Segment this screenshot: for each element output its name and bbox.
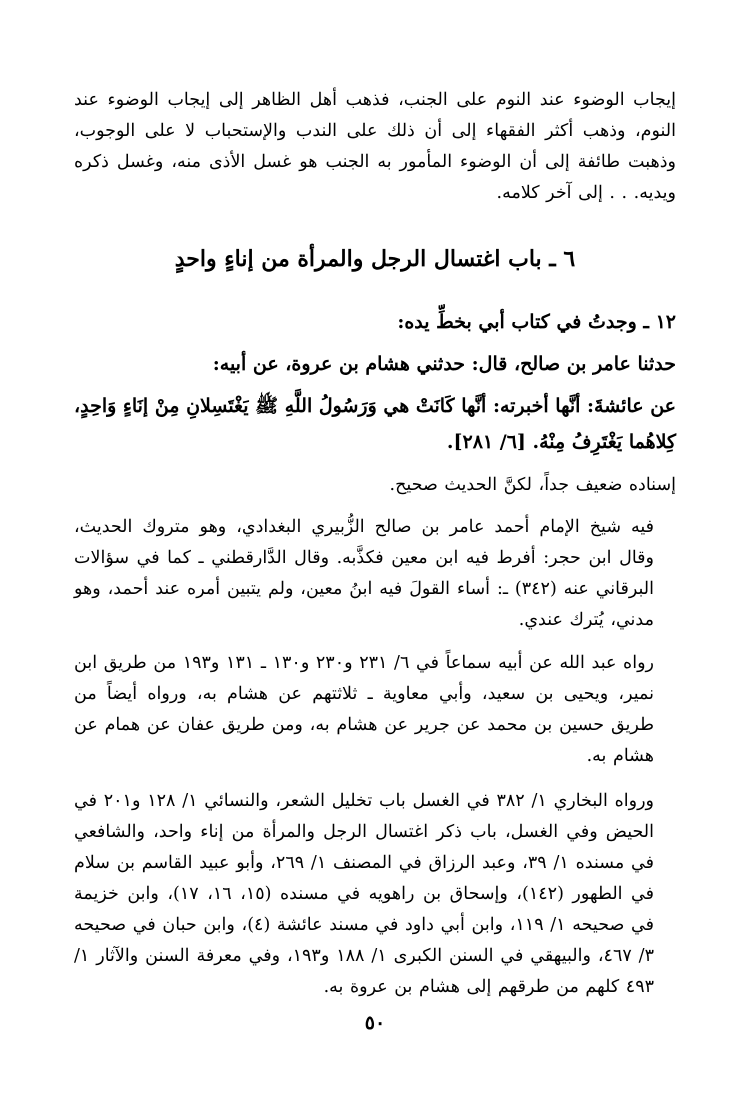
commentary-narrator: فيه شيخ الإمام أحمد عامر بن صالح الزُّبيري البغدادي، وهو متروك الحديث، وقال ابن حجر: أفرط فيه ابن معين فكذَّبه. وقال الدَّارقطني ـ كما في سؤالات البرقاني عنه (٣٤٢) ـ: أساء القولَ فيه ابنُ معين، ولم يتبين أمره عند أحمد، وهو مدني، يُترك عندي. [74, 517, 654, 630]
hadith-text: عن عائشةَ: أنَّها أخبرته: أنَّها كَانَتْ هي وَرَسُولُ اللَّهِ ﷺ يَغْتَسِلانِ مِنْ إنَاءٍ وَاحِدٍ، كِلاهُما يَغْتَرِفُ مِنْهُ. [٦/ ٢٨١]. [74, 395, 676, 453]
commentary-ahmad-routes: رواه عبد الله عن أبيه سماعاً في ٦/ ٢٣١ و٢٣٠ و١٣٠ ـ ١٣١ و١٩٣ من طريق ابن نمير، ويحيى بن سعيد، وأبي معاوية ـ ثلاثتهم عن هشام به، ورواه أيضاً من طريق حسين بن محمد عن جرير عن هشام به، ومن طريق عفان عن همام عن هشام به. [74, 653, 654, 766]
chapter-heading: ٦ ـ باب اغتسال الرجل والمرأة من إناءٍ واحدٍ [174, 246, 576, 272]
commentary-other-sources: ورواه البخاري ١/ ٣٨٢ في الغسل باب تخليل الشعر، والنسائي ١/ ١٢٨ و٢٠١ في الحيض وفي الغسل، باب ذكر اغتسال الرجل والمرأة من إناء واحد، والشافعي في مسنده ١/ ٣٩، وعبد الرزاق في المصنف ١/ ٢٦٩، وأبو عبيد القاسم بن سلام في الطهور (١٤٢)، وإسحاق بن راهويه في مسنده (١٥، ١٦، ١٧)، وابن خزيمة في صحيحه ١/ ١١٩، وابن أبي داود في مسند عائشة (٤)، وابن حبان في صحيحه ٣/ ٤٦٧، والبيهقي في السنن الكبرى ١/ ١٨٨ و١٩٣، وفي معرفة السنن والآثار ١/ ٤٩٣ كلهم من طرقهم إلى هشام بن عروة به. [74, 791, 655, 997]
intro-paragraph: إيجاب الوضوء عند النوم على الجنب، فذهب أهل الظاهر إلى إيجاب الوضوء عند النوم، وذهب أكثر الفقهاء إلى أن ذلك على الندب والإستحباب لا على الوجوب، وذهبت طائفة إلى أن الوضوء المأمور به الجنب هو غسل الأذى منه، وغسل ذكره ويديه. . . إلى آخر كلامه. [74, 90, 676, 203]
hadith-grading: إسناده ضعيف جداً، لكنَّ الحديث صحيح. [389, 475, 676, 495]
hadith-chain: حدثنا عامر بن صالح، قال: حدثني هشام بن عروة، عن أبيه: [212, 353, 676, 375]
hadith-intro: ١٢ ـ وجدتُ في كتاب أبي بخطِّ يده: [397, 311, 676, 333]
book-page [74, 0, 676, 1108]
page-number: ٥٠ [364, 1012, 386, 1034]
